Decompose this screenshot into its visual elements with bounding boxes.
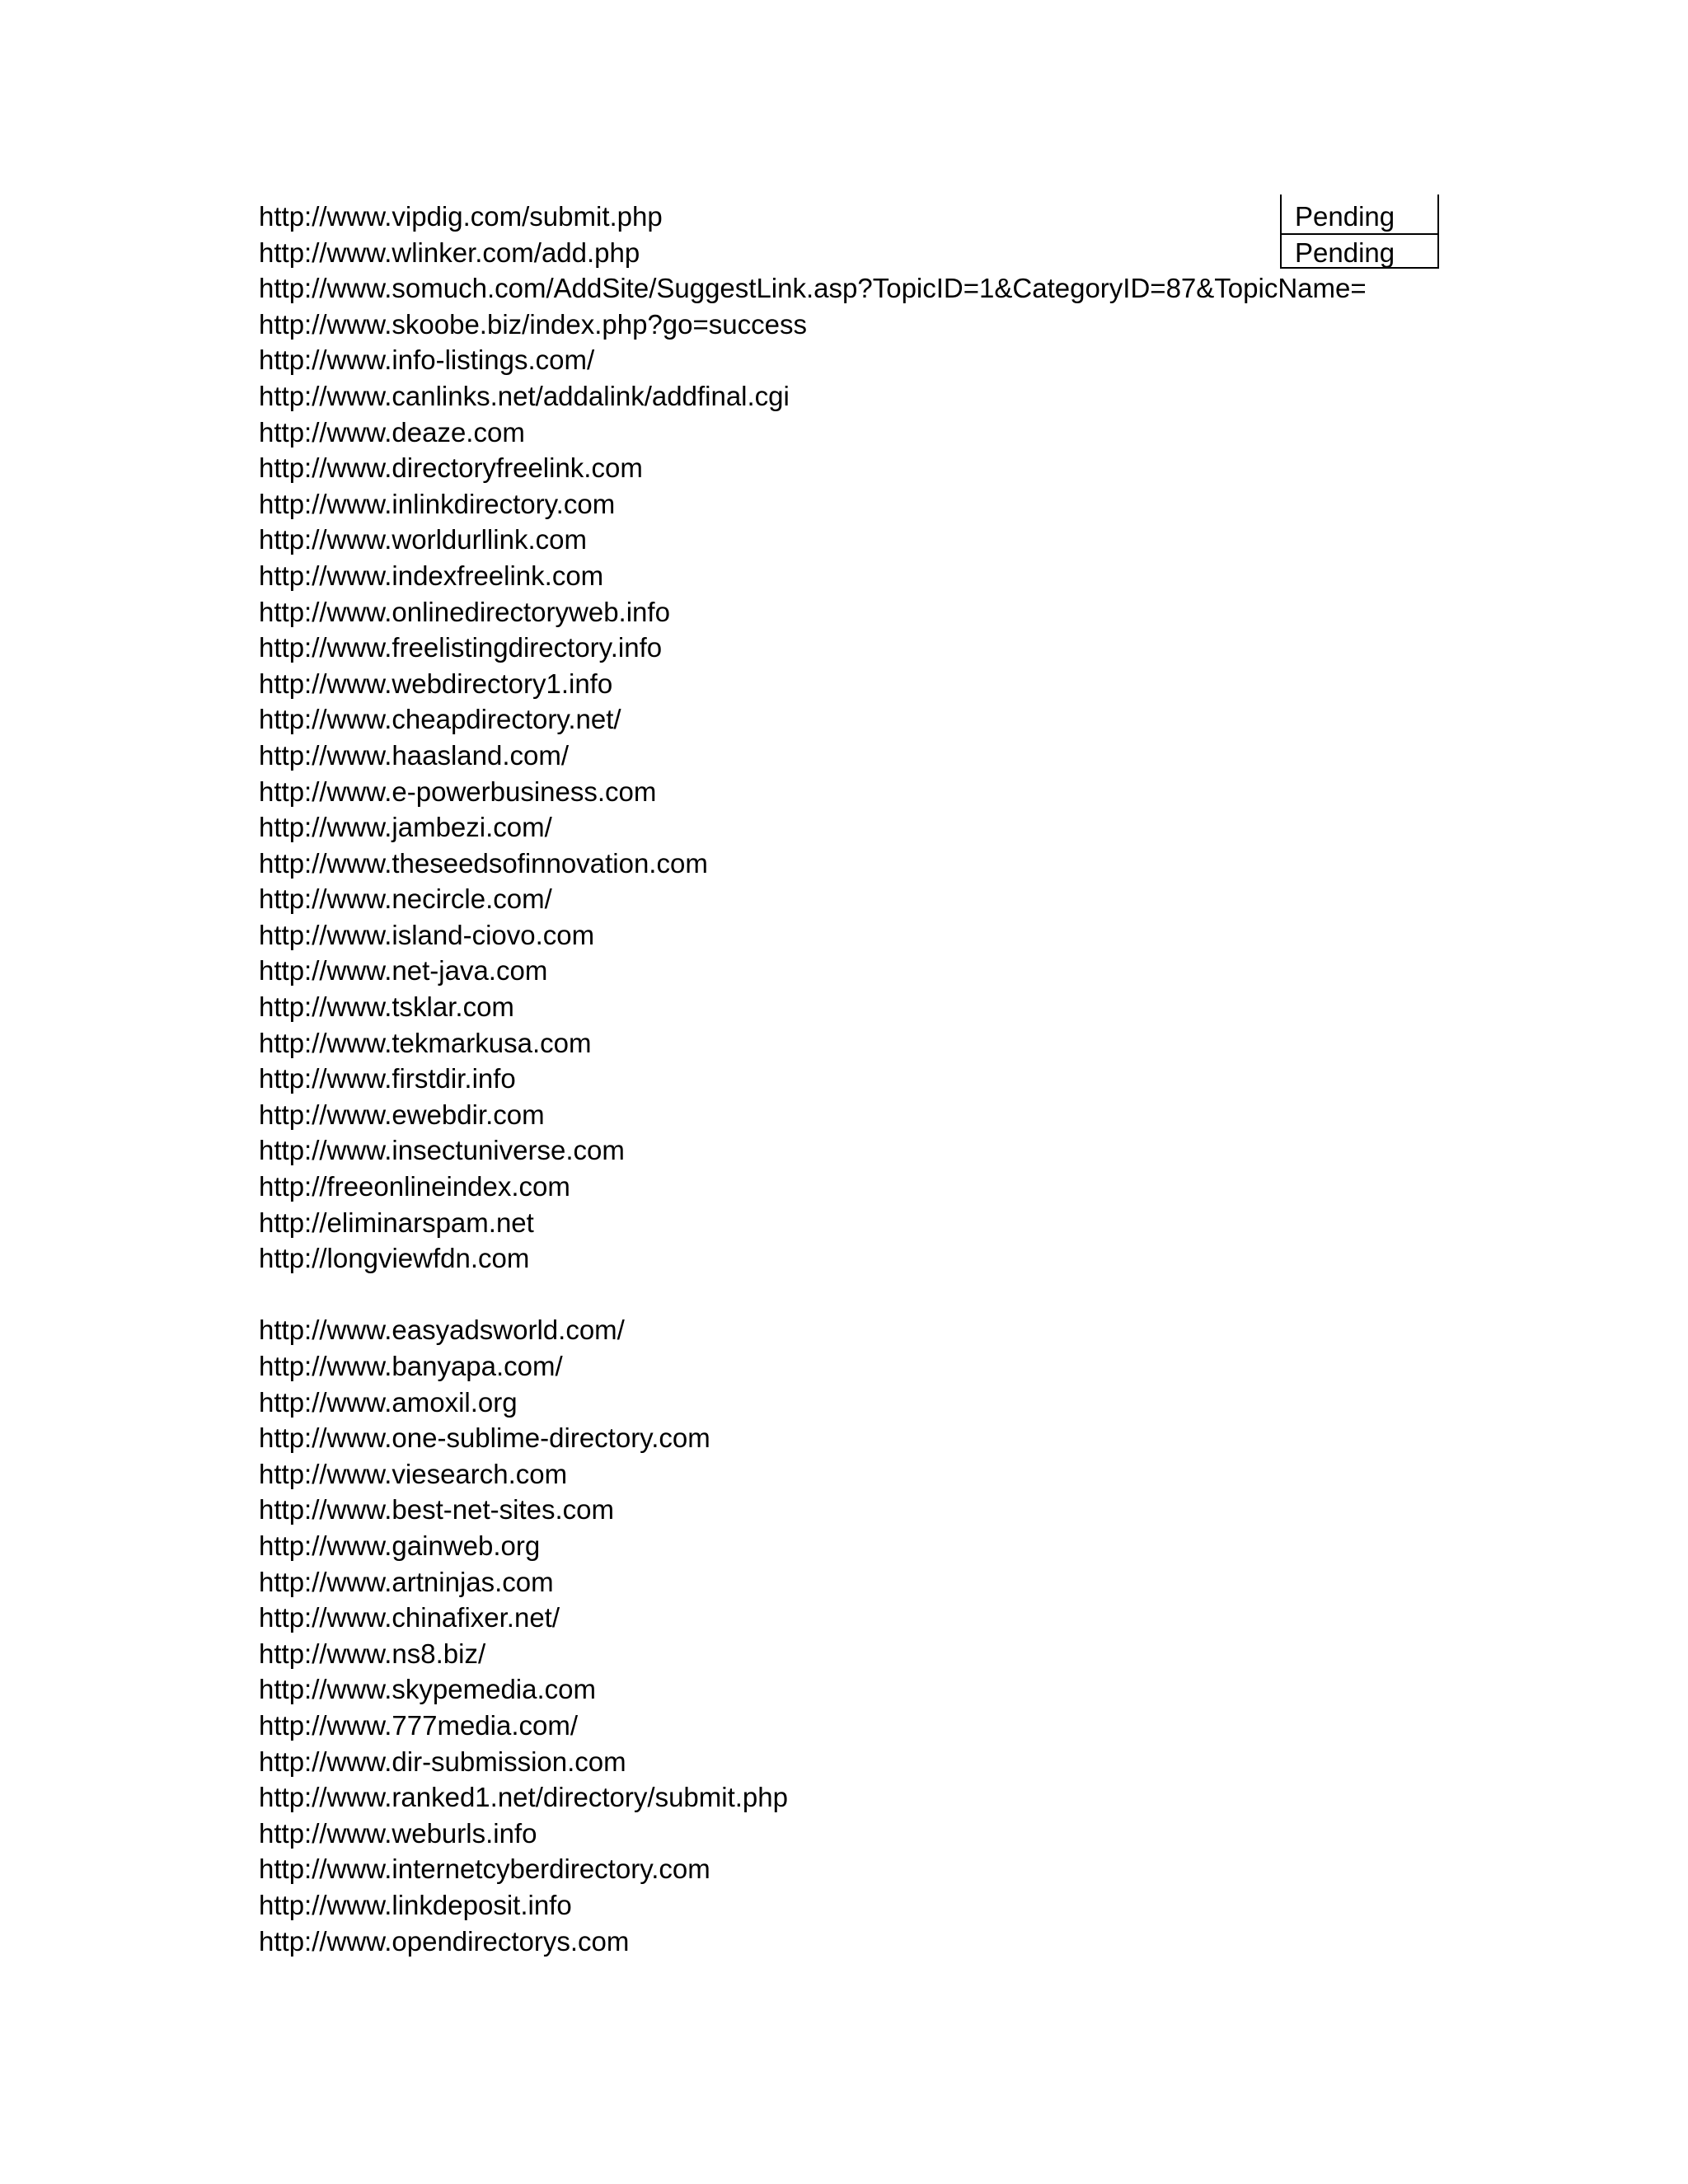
url-row: http://www.e-powerbusiness.com <box>259 776 657 807</box>
url-row: http://www.firstdir.info <box>259 1063 516 1094</box>
url-row: http://www.ranked1.net/directory/submit.php <box>259 1782 788 1813</box>
url-row: http://www.directoryfreelink.com <box>259 452 643 484</box>
url-row: http://www.best-net-sites.com <box>259 1494 614 1526</box>
status-cell: Pending <box>1295 201 1395 232</box>
url-row: http://www.wlinker.com/add.php <box>259 237 640 268</box>
url-row: http://www.indexfreelink.com <box>259 560 604 591</box>
url-row: http://www.tekmarkusa.com <box>259 1027 592 1058</box>
url-row: http://www.internetcyberdirectory.com <box>259 1854 710 1885</box>
url-row: http://www.viesearch.com <box>259 1458 568 1489</box>
url-row: http://www.artninjas.com <box>259 1566 554 1597</box>
url-row: http://www.freelistingdirectory.info <box>259 632 663 663</box>
url-row: http://www.opendirectorys.com <box>259 1925 630 1957</box>
url-row: http://www.vipdig.com/submit.php <box>259 201 663 232</box>
url-row: http://www.onlinedirectoryweb.info <box>259 596 670 627</box>
url-row: http://freeonlineindex.com <box>259 1171 570 1202</box>
blank-row <box>259 1277 1367 1313</box>
url-row: http://www.skoobe.biz/index.php?go=success <box>259 308 807 340</box>
url-row: http://www.worldurllink.com <box>259 524 587 555</box>
url-row: http://www.net-java.com <box>259 955 548 987</box>
url-row: http://www.ewebdir.com <box>259 1099 545 1130</box>
url-row: http://www.777media.com/ <box>259 1709 579 1741</box>
url-row: http://www.canlinks.net/addalink/addfinal.cgi <box>259 380 790 411</box>
url-row: http://www.linkdeposit.info <box>259 1889 572 1920</box>
url-row: http://www.skypemedia.com <box>259 1674 596 1705</box>
url-row: http://www.banyapa.com/ <box>259 1351 563 1381</box>
url-row: http://www.dir-submission.com <box>259 1746 626 1777</box>
url-row: http://www.cheapdirectory.net/ <box>259 704 621 735</box>
url-row: http://eliminarspam.net <box>259 1207 534 1238</box>
url-row: http://www.webdirectory1.info <box>259 668 613 699</box>
status-cell: Pending <box>1282 233 1437 268</box>
url-row: http://www.insectuniverse.com <box>259 1135 625 1166</box>
url-row: http://www.one-sublime-directory.com <box>259 1422 710 1454</box>
url-row: http://www.inlinkdirectory.com <box>259 488 616 519</box>
url-row: http://www.chinafixer.net/ <box>259 1602 560 1633</box>
url-row: http://www.gainweb.org <box>259 1530 541 1561</box>
url-row: http://www.weburls.info <box>259 1817 537 1849</box>
url-row: http://www.island-ciovo.com <box>259 919 595 950</box>
url-row: http://www.amoxil.org <box>259 1386 518 1418</box>
url-list <box>259 199 1367 1959</box>
url-row: http://www.ns8.biz/ <box>259 1638 486 1669</box>
url-row: http://www.info-listings.com/ <box>259 344 595 376</box>
url-row: http://www.haasland.com/ <box>259 739 570 771</box>
status-table <box>1280 199 1439 269</box>
url-row: http://www.theseedsofinnovation.com <box>259 847 708 879</box>
url-row: http://www.somuch.com/AddSite/SuggestLink.asp?TopicID=1&CategoryID=87&TopicName= <box>259 273 1367 304</box>
url-row: http://www.jambezi.com/ <box>259 812 552 843</box>
url-row: http://www.deaze.com <box>259 416 525 448</box>
url-row: http://www.necircle.com/ <box>259 883 552 915</box>
url-row: http://www.tsklar.com <box>259 991 514 1023</box>
url-row: http://www.easyadsworld.com/ <box>259 1315 625 1346</box>
url-row: http://longviewfdn.com <box>259 1243 530 1274</box>
